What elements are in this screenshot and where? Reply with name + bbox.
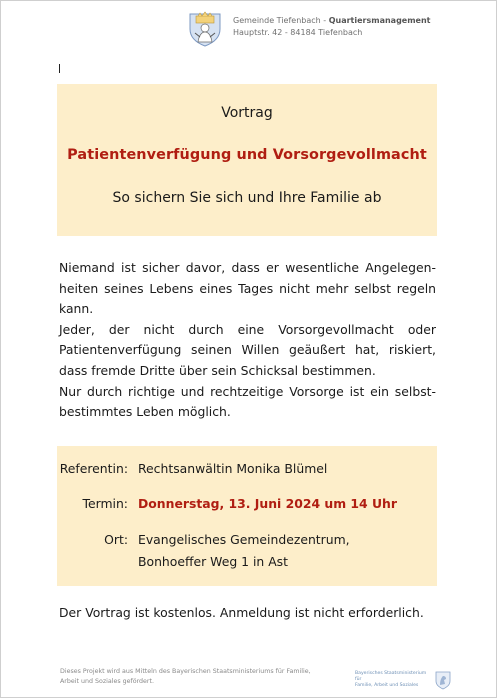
date-row (57, 496, 397, 511)
municipal-crest-icon (186, 11, 224, 47)
place-row-2 (57, 554, 288, 569)
body-paragraph-1: Niemand ist sicher davor, dass er wesentliche Angelegenheiten seines Lebens eines Tages nicht mehr selbst regeln kann. (59, 260, 436, 317)
body-text (59, 258, 436, 423)
date-label: Termin: (82, 496, 128, 511)
title-box (57, 84, 437, 236)
org-department: Quartiersmanagement (328, 16, 431, 25)
info-box (57, 446, 437, 586)
footer-line-2: Arbeit und Soziales gefördert. (60, 678, 154, 685)
place-line-1: Evangelisches Gemeindezentrum, (138, 532, 350, 547)
place-label: Ort: (104, 532, 128, 547)
ministry-name-line-2: Familie, Arbeit und Soziales (355, 683, 419, 688)
place-line-2: Bonhoeffer Weg 1 in Ast (138, 554, 288, 569)
body-paragraph-3: Nur durch richtige und rechtzeitige Vorsorge ist ein selbstbestimmtes Leben möglich. (59, 383, 436, 420)
closing-note: Der Vortrag ist kostenlos. Anmeldung ist nicht erforderlich. (59, 605, 424, 620)
event-subtitle: So sichern Sie sich und Ihre Familie ab (112, 190, 382, 206)
ministry-name-line-1: Bayerisches Staatsministerium für (355, 671, 427, 682)
place-row (57, 532, 350, 547)
bavarian-lion-icon (433, 670, 453, 690)
speaker-label: Referentin: (59, 461, 128, 476)
body-paragraph-2: Jeder, der nicht durch eine Vorsorgevollmacht oder Patientenverfügung seinen Willen geäußert hat, riskiert, dass fremde Dritte über sein Schicksal bestimmen. (59, 321, 436, 378)
event-title: Patientenverfügung und Vorsorgevollmacht (67, 147, 427, 163)
org-address: Hauptstr. 42 - 84184 Tiefenbach (233, 28, 363, 37)
org-name-line: Gemeinde Tiefenbach - Quartiersmanagement (233, 16, 431, 25)
speaker-value: Rechtsanwältin Monika Blümel (138, 461, 328, 476)
footer-line-1: Dieses Projekt wird aus Mitteln des Bayerischen Staatsministeriums für Familie, (60, 668, 311, 675)
speaker-row (57, 461, 327, 476)
footer-note (60, 667, 311, 687)
ministry-logo (355, 670, 453, 690)
event-type-label: Vortrag (221, 105, 273, 121)
date-value: Donnerstag, 13. Juni 2024 um 14 Uhr (138, 496, 397, 511)
letterhead (186, 11, 431, 47)
text-cursor (59, 64, 60, 73)
